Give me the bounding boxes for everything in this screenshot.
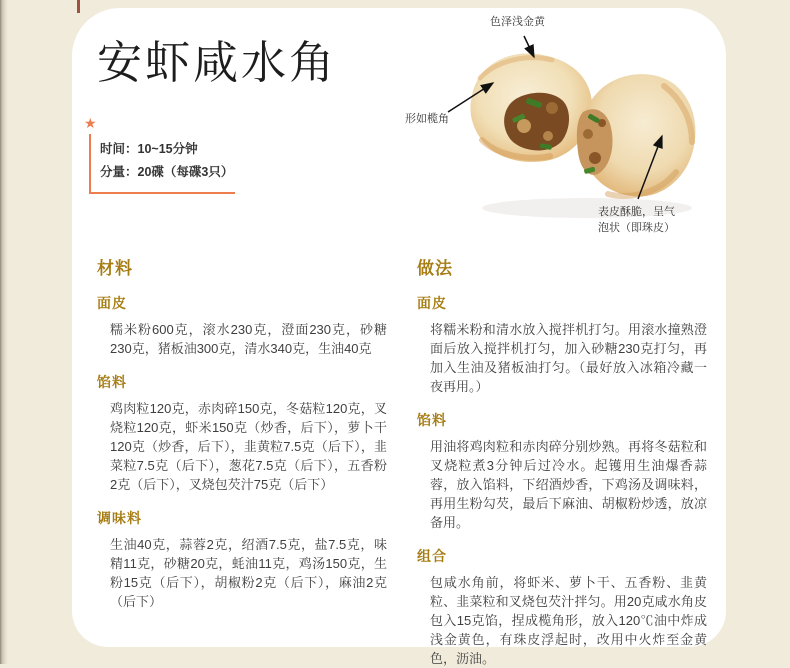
- time-line: [100, 138, 235, 161]
- ingredients-heading-seasoning: 调味料: [97, 510, 142, 526]
- dumplings-illustration: [402, 8, 747, 250]
- time-value: 10~15分钟: [137, 142, 198, 156]
- yield-line: [100, 161, 235, 184]
- ingredients-text-seasoning: 生油40克，蒜蓉2克，绍酒7.5克，盐7.5克，味精11克，砂糖20克，蚝油11克，鸡汤150克，生粉15克（后下），胡椒粉2克（后下），麻油2克（后下）: [110, 537, 387, 609]
- ingredients-column: [97, 254, 389, 611]
- yield-label: 分量：: [100, 165, 138, 179]
- ingredients-title: 材料: [97, 259, 133, 278]
- method-text-dough: 将糯米粉和清水放入搅拌机打匀。用滚水撞熟澄面后放入搅拌机打匀，加入砂糖230克打匀，再加入生油及猪板油打匀。（最好放入冰箱冷藏一夜再用。）: [430, 322, 707, 394]
- ingredients-heading-dough: 面皮: [97, 295, 127, 311]
- dish-photo: [402, 8, 747, 250]
- method-heading-dough: 面皮: [417, 295, 447, 311]
- ingredients-heading-filling: 馅料: [97, 374, 127, 390]
- annotation-skin-line1: 表皮酥脆，呈气: [598, 206, 675, 218]
- method-title: 做法: [417, 259, 453, 278]
- annotation-skin: [598, 204, 675, 236]
- star-icon: ★: [84, 115, 97, 131]
- time-label: 时间：: [100, 142, 138, 156]
- bookmark-tick: [77, 0, 80, 13]
- annotation-shape: 形如榄角: [405, 113, 449, 125]
- yield-value: 20碟（每碟3只）: [137, 165, 234, 179]
- recipe-panel: [72, 8, 726, 666]
- method-column: [417, 254, 709, 668]
- annotation-skin-line2: 泡状（即珠皮）: [598, 222, 675, 234]
- ingredients-text-filling: 鸡肉粒120克，赤肉碎150克，冬菇粒120克，叉烧粒120克，虾米150克（炒香，后下），萝卜干120克（炒香，后下），韭黄粒7.5克（后下），韭菜粒7.5克（后下），葱花7.5克（后下），五香粉2克（后下），叉烧包芡汁75克（后下）: [110, 401, 387, 492]
- page-title: 安虾咸水角: [97, 37, 338, 88]
- method-heading-assembly: 组合: [417, 548, 447, 564]
- method-text-filling: 用油将鸡肉粒和赤肉碎分别炒熟。再将冬菇粒和叉烧粒煮3分钟后过冷水。起镬用生油爆香蒜蓉，放入馅料，下绍酒炒香，下鸡汤及调味料，再用生粉勾芡，最后下麻油、胡椒粉炒透，放凉备用。: [430, 439, 707, 530]
- annotation-color: 色泽浅金黄: [490, 16, 545, 28]
- page-edge-strip: [0, 0, 8, 664]
- method-text-assembly: 包咸水角前，将虾米、萝卜干、五香粉、韭黄粒、韭菜粒和叉烧包芡汁拌匀。用20克咸水角皮包入15克馅，捏成榄角形，放入120℃油中炸成浅金黄色，有珠皮浮起时，改用中火炸至金黄色，沥油。: [430, 575, 707, 666]
- method-heading-filling: 馅料: [417, 412, 447, 428]
- ingredients-text-dough: 糯米粉600克，滚水230克，澄面230克，砂糖230克，猪板油300克，清水340克，生油40克: [110, 322, 387, 356]
- recipe-info-box: [89, 134, 235, 194]
